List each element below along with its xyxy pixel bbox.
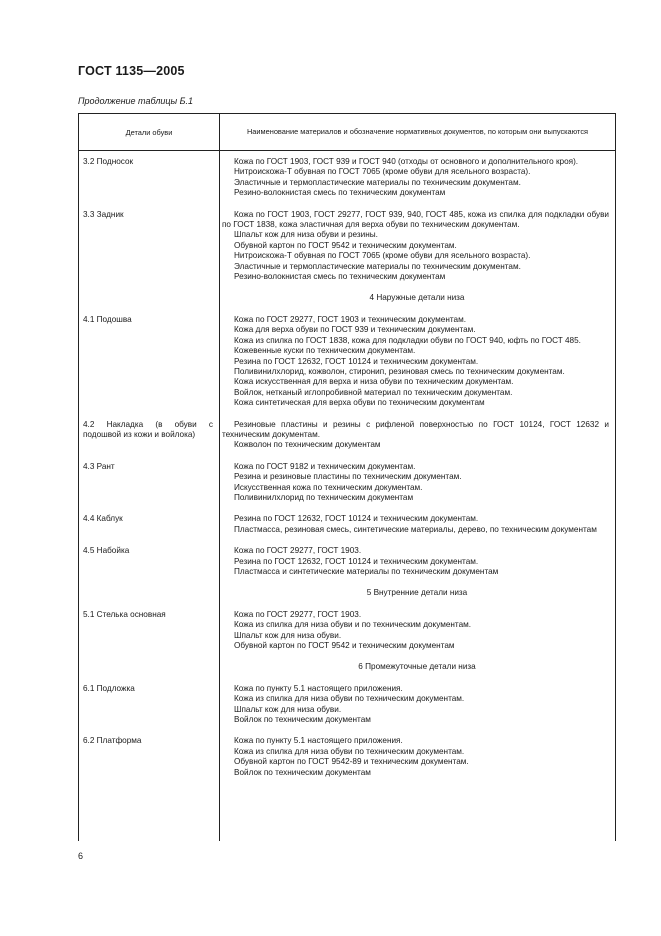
material-entry: Обувной картон по ГОСТ 9542 и техническим документам. — [234, 240, 457, 250]
table-row — [79, 210, 615, 283]
material-entry: Поливинилхлорид, кожволон, стиронип, резиновая смесь по техническим документам. — [234, 366, 565, 376]
material-entry: Кожа по ГОСТ 29277, ГОСТ 1903 и техническим документам. — [234, 314, 466, 324]
material-entry: Шпальт кож для низа обуви. — [234, 704, 342, 714]
table-row — [79, 420, 615, 451]
table-row — [79, 315, 615, 409]
row-spacer — [79, 577, 615, 588]
material-entry: Войлок, нетканый иглопробивной материал по техническим документам. — [234, 387, 513, 397]
material-entry: Кожа искусственная для верха и низа обуви по техническим документам. — [234, 377, 514, 387]
row-spacer — [79, 673, 615, 684]
material-entry: Резина по ГОСТ 12632, ГОСТ 10124 и техническим документам. — [234, 514, 479, 524]
section-heading-spacer — [79, 662, 219, 672]
materials-cell — [219, 514, 615, 535]
section-heading: 4 Наружные детали низа — [369, 293, 465, 303]
section-heading-spacer — [79, 293, 219, 303]
material-entry: Кожа по ГОСТ 9182 и техническим документам. — [234, 461, 416, 471]
materials-table — [78, 113, 616, 841]
shoe-part-cell: 6.1 Подложка — [83, 683, 135, 693]
material-entry: Кожевенные куски по техническим документам. — [234, 346, 416, 356]
material-entry: Резино-волокнистая смесь по техническим документам — [234, 188, 446, 198]
material-entry: Пластмасса, резиновая смесь, синтетические материалы, дерево, по техническим документам — [234, 524, 597, 534]
shoe-part-cell: 4.2 Накладка (в обуви с подошвой из кожи и войлока) — [83, 419, 213, 439]
table-row — [79, 684, 615, 726]
section-heading-row — [79, 662, 615, 672]
table-row — [79, 610, 615, 652]
row-spacer — [79, 725, 615, 736]
table-header — [79, 114, 615, 151]
shoe-part-cell: 4.4 Каблук — [83, 514, 123, 524]
material-entry: Кожволон по техническим документам — [234, 440, 381, 450]
material-entry: Пластмасса и синтетические материалы по техническим документам — [234, 567, 499, 576]
material-entry: Кожа по пункту 5.1 настоящего приложения. — [234, 736, 403, 746]
material-entry: Войлок по техническим документам — [234, 767, 371, 777]
material-entry: Резиновые пластины и резины с рифленой поверхностью по ГОСТ 10124, ГОСТ 12632 и техническим документам. — [222, 419, 609, 439]
materials-cell — [219, 462, 615, 504]
material-entry: Обувной картон по ГОСТ 9542 и техническим документам — [234, 641, 455, 651]
material-entry: Нитроискожа-Т обувная по ГОСТ 7065 (кроме обуви для ясельного возраста). — [234, 251, 531, 261]
material-entry: Кожа по ГОСТ 1903, ГОСТ 939 и ГОСТ 940 (отходы от основного и дополнительного кроя). — [234, 157, 579, 166]
material-entry: Эластичные и термопластические материалы по техническим документам. — [234, 261, 521, 271]
row-spacer — [79, 599, 615, 610]
row-spacer — [79, 282, 615, 293]
table-caption: Продолжение таблицы Б.1 — [78, 96, 194, 106]
table-body — [79, 157, 615, 778]
section-heading-row — [79, 588, 615, 598]
shoe-part-cell: 3.3 Задник — [83, 209, 124, 219]
materials-cell — [219, 684, 615, 726]
material-entry: Эластичные и термопластические материалы по техническим документам. — [234, 177, 521, 187]
material-entry: Кожа из спилка по ГОСТ 1838, кожа для подкладки обуви по ГОСТ 940, юфть по ГОСТ 485. — [234, 335, 581, 345]
page-number: 6 — [78, 851, 84, 861]
material-entry: Кожа из спилка для низа обуви по техническим документам. — [234, 694, 465, 704]
material-entry: Кожа по пункту 5.1 настоящего приложения. — [234, 683, 403, 693]
materials-cell — [219, 210, 615, 283]
row-spacer — [79, 451, 615, 462]
section-heading-spacer — [79, 588, 219, 598]
row-spacer — [79, 199, 615, 210]
table-row — [79, 546, 615, 577]
shoe-part-cell: 6.2 Платформа — [83, 736, 142, 746]
material-entry: Искусственная кожа по техническим документам. — [234, 482, 423, 492]
material-entry: Шпальт кож для низа обуви и резины. — [234, 230, 378, 240]
table-row — [79, 157, 615, 199]
table-row — [79, 736, 615, 778]
material-entry: Обувной картон по ГОСТ 9542-89 и техническим документам. — [234, 757, 469, 767]
section-heading-row — [79, 293, 615, 303]
material-entry: Резина по ГОСТ 12632, ГОСТ 10124 и техническим документам. — [234, 356, 479, 366]
material-entry: Резина по ГОСТ 12632, ГОСТ 10124 и техническим документам. — [234, 556, 479, 566]
section-heading: 5 Внутренние детали низа — [366, 588, 468, 598]
materials-cell — [219, 546, 615, 577]
section-heading: 6 Промежуточные детали низа — [358, 662, 476, 672]
material-entry: Кожа из спилка для низа обуви и по техническим документам. — [234, 620, 472, 630]
shoe-part-cell: 5.1 Стелька основная — [83, 609, 166, 619]
row-spacer — [79, 651, 615, 662]
materials-cell — [219, 736, 615, 778]
header-parts-column: Детали обуви — [125, 127, 173, 137]
material-entry: Кожа по ГОСТ 1903, ГОСТ 29277, ГОСТ 939, 940, ГОСТ 485, кожа из спилка для подкладки обуви по ГОСТ 1838, кожа эластичная для верха обуви по техническим документам. — [222, 209, 609, 230]
materials-cell — [219, 315, 615, 409]
material-entry: Войлок по техническим документам — [234, 715, 371, 725]
material-entry: Резино-волокнистая смесь по техническим документам — [234, 272, 446, 282]
table-row — [79, 462, 615, 504]
material-entry: Кожа по ГОСТ 29277, ГОСТ 1903. — [234, 546, 362, 556]
row-spacer — [79, 304, 615, 315]
shoe-part-cell: 4.3 Рант — [83, 461, 115, 471]
table-row — [79, 514, 615, 535]
row-spacer — [79, 535, 615, 546]
material-entry: Кожа из спилка для низа обуви по техническим документам. — [234, 746, 465, 756]
header-materials-column: Наименование материалов и обозначение нормативных документов, по которым они выпускаются — [246, 127, 589, 136]
shoe-part-cell: 4.5 Набойка — [83, 546, 130, 556]
material-entry: Нитроискожа-Т обувная по ГОСТ 7065 (кроме обуви для ясельного возраста). — [234, 167, 531, 177]
material-entry: Поливинилхлорид по техническим документам — [234, 492, 414, 502]
shoe-part-cell: 4.1 Подошва — [83, 314, 132, 324]
materials-cell — [219, 420, 615, 451]
material-entry: Кожа для верха обуви по ГОСТ 939 и техническим документам. — [234, 325, 476, 335]
row-spacer — [79, 503, 615, 514]
materials-cell — [219, 610, 615, 652]
materials-cell — [219, 157, 615, 199]
doc-title: ГОСТ 1135—2005 — [78, 64, 185, 78]
material-entry: Кожа синтетическая для верха обуви по техническим документам — [234, 398, 485, 408]
material-entry: Шпальт кож для низа обуви. — [234, 630, 342, 640]
row-spacer — [79, 409, 615, 420]
shoe-part-cell: 3.2 Подносок — [83, 157, 134, 166]
material-entry: Резина и резиновые пластины по техническим документам. — [234, 472, 462, 482]
material-entry: Кожа по ГОСТ 29277, ГОСТ 1903. — [234, 609, 362, 619]
